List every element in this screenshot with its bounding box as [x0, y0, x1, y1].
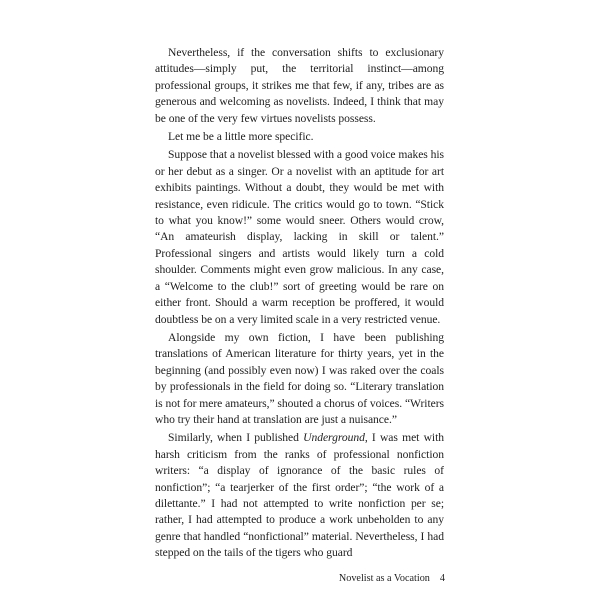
paragraph-2: [155, 129, 444, 145]
paragraph-4-text: Alongside my own fiction, I have been publishing translations of American literature for thirty years, yet in the beginning (and possibly even now) I was raked over the coals by professionals in the field for doing so. “Literary translation is not for mere amateurs,” shouted a chorus of voices. “Writers who try their hand at translation are just a nuisance.”: [155, 330, 444, 426]
paragraph-3: [155, 147, 444, 327]
paragraph-5-text-before: Similarly, when I published: [168, 431, 304, 445]
paragraph-1-text: Nevertheless, if the conversation shifts to exclusionary attitudes—simply put, the territorial instinct—among professional groups, it strikes me that few, if any, tribes are as generous and welcoming as novelists. Indeed, I think that may be one of the very few virtues novelists possess.: [155, 46, 444, 125]
paragraph-1: [155, 45, 444, 127]
page-footer: [300, 573, 445, 585]
paragraph-2-text: Let me be a little more specific.: [168, 130, 314, 144]
body-text: [155, 45, 444, 562]
paragraph-4: [155, 330, 444, 428]
page-number: 4: [439, 573, 445, 584]
paragraph-5-text-after: , I was met with harsh criticism from the ranks of professional nonfiction writers: “a display of ignorance of the basic rules of nonfiction”; “a tearjerker of the first order”; “the work of a dilettante.” I had not attempted to write nonfiction per se; rather, I had attempted to produce a work unbeholden to any genre that handled “nonfictional” material. Nevertheless, I had stepped on the tails of the tigers who guard: [155, 431, 444, 560]
paragraph-5: [155, 430, 444, 561]
paragraph-3-text: Suppose that a novelist blessed with a good voice makes his or her debut as a singer. Or a novelist with an aptitude for art exhibits paintings. Without a doubt, they would be met with resistance, even ridicule. The critics would go to town. “Stick to what you know!” some would sneer. Others would crow, “An amateurish display, lacking in skill or talent.” Professional singers and artists would likely turn a cold shoulder. Comments might even grow malicious. In any case, a “Welcome to the club!” sort of greeting would be rare on either front. Should a warm reception be proffered, it would doubtless be on a very limited scale in a very restricted venue.: [155, 148, 444, 326]
running-title: Novelist as a Vocation: [338, 573, 430, 584]
book-title-underground: Underground: [303, 431, 365, 445]
